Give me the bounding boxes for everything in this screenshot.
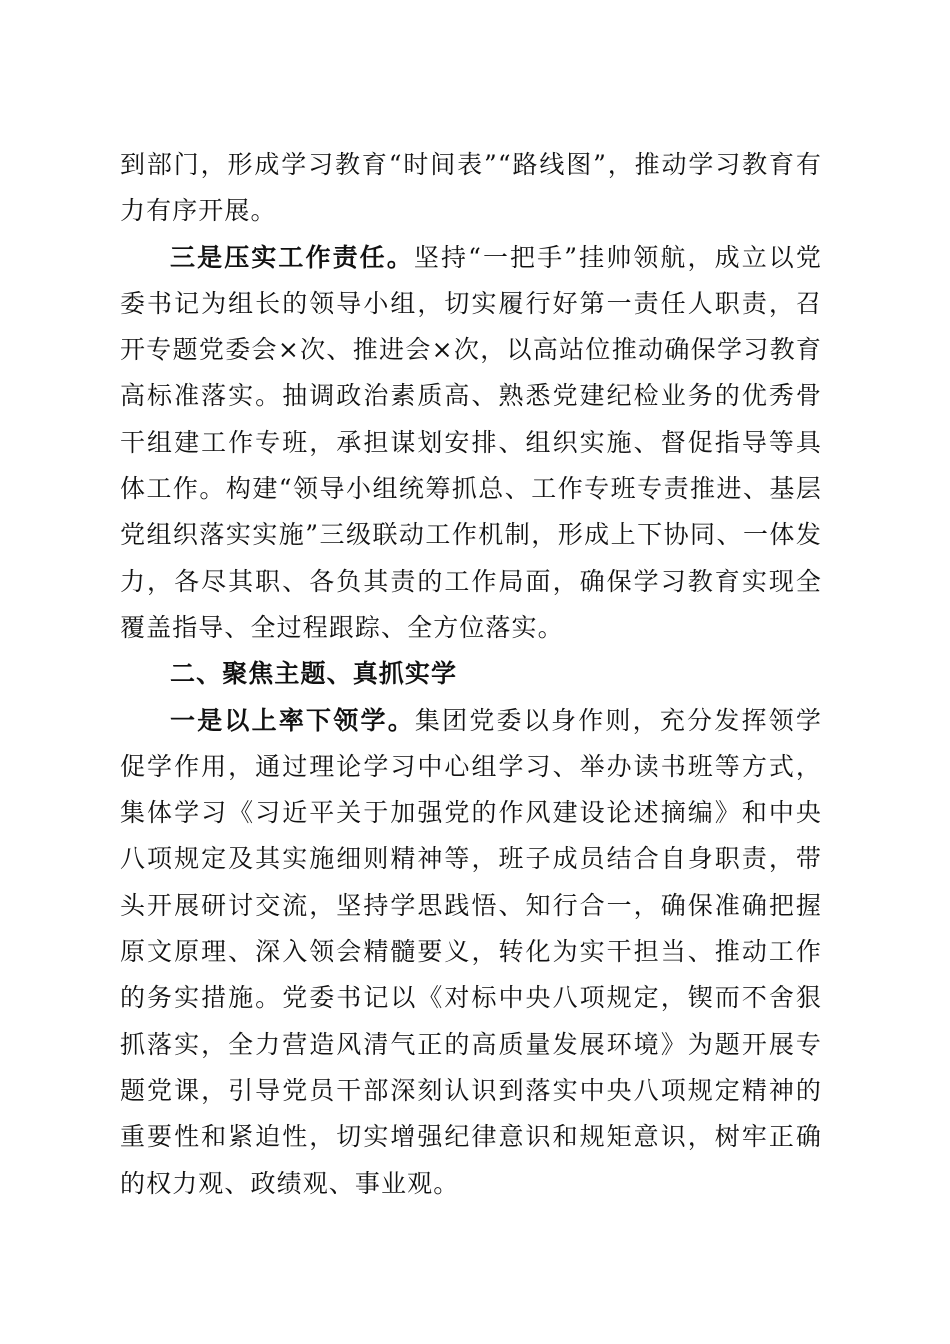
paragraph-responsibility (120, 235, 822, 652)
paragraph-text: 到部门，形成学习教育“时间表”“路线图”，推动学习教育有力有序开展。 (120, 150, 822, 226)
paragraph-lead: 三是压实工作责任。 (170, 242, 414, 272)
paragraph-lead: 一是以上率下领学。 (170, 705, 415, 735)
paragraph-lead-study (120, 698, 822, 1207)
paragraph-text: 坚持“一把手”挂帅领航，成立以党委书记为组长的领导小组，切实履行好第一责任人职责，召开专题党委会×次、推进会×次，以高站位推动确保学习教育高标准落实。抽调政治素质高、熟悉党建纪检业务的优秀骨干组建工作专班，承担谋划安排、组织实施、督促指导等具体工作。构建“领导小组统筹抓总、工作专班专责推进、基层党组织落实实施”三级联动工作机制，形成上下协同、一体发力，各尽其职、各负其责的工作局面，确保学习教育实现全覆盖指导、全过程跟踪、全方位落实。 (120, 242, 822, 642)
paragraph-text: 集团党委以身作则，充分发挥领学促学作用，通过理论学习中心组学习、举办读书班等方式，集体学习《习近平关于加强党的作风建设论述摘编》和中央八项规定及其实施细则精神等，班子成员结合自身职责，带头开展研讨交流，坚持学思践悟、知行合一，确保准确把握原文原理、深入领会精髓要义，转化为实干担当、推动工作的务实措施。党委书记以《对标中央八项规定，锲而不舍狠抓落实，全力营造风清气正的高质量发展环境》为题开展专题党课，引导党员干部深刻认识到落实中央八项规定精神的重要性和紧迫性，切实增强纪律意识和规矩意识，树牢正确的权力观、政绩观、事业观。 (120, 705, 822, 1198)
section-heading-text: 二、聚焦主题、真抓实学 (170, 659, 458, 689)
document-page (120, 142, 822, 1207)
section-heading (120, 651, 822, 697)
paragraph-continuation (120, 142, 822, 235)
